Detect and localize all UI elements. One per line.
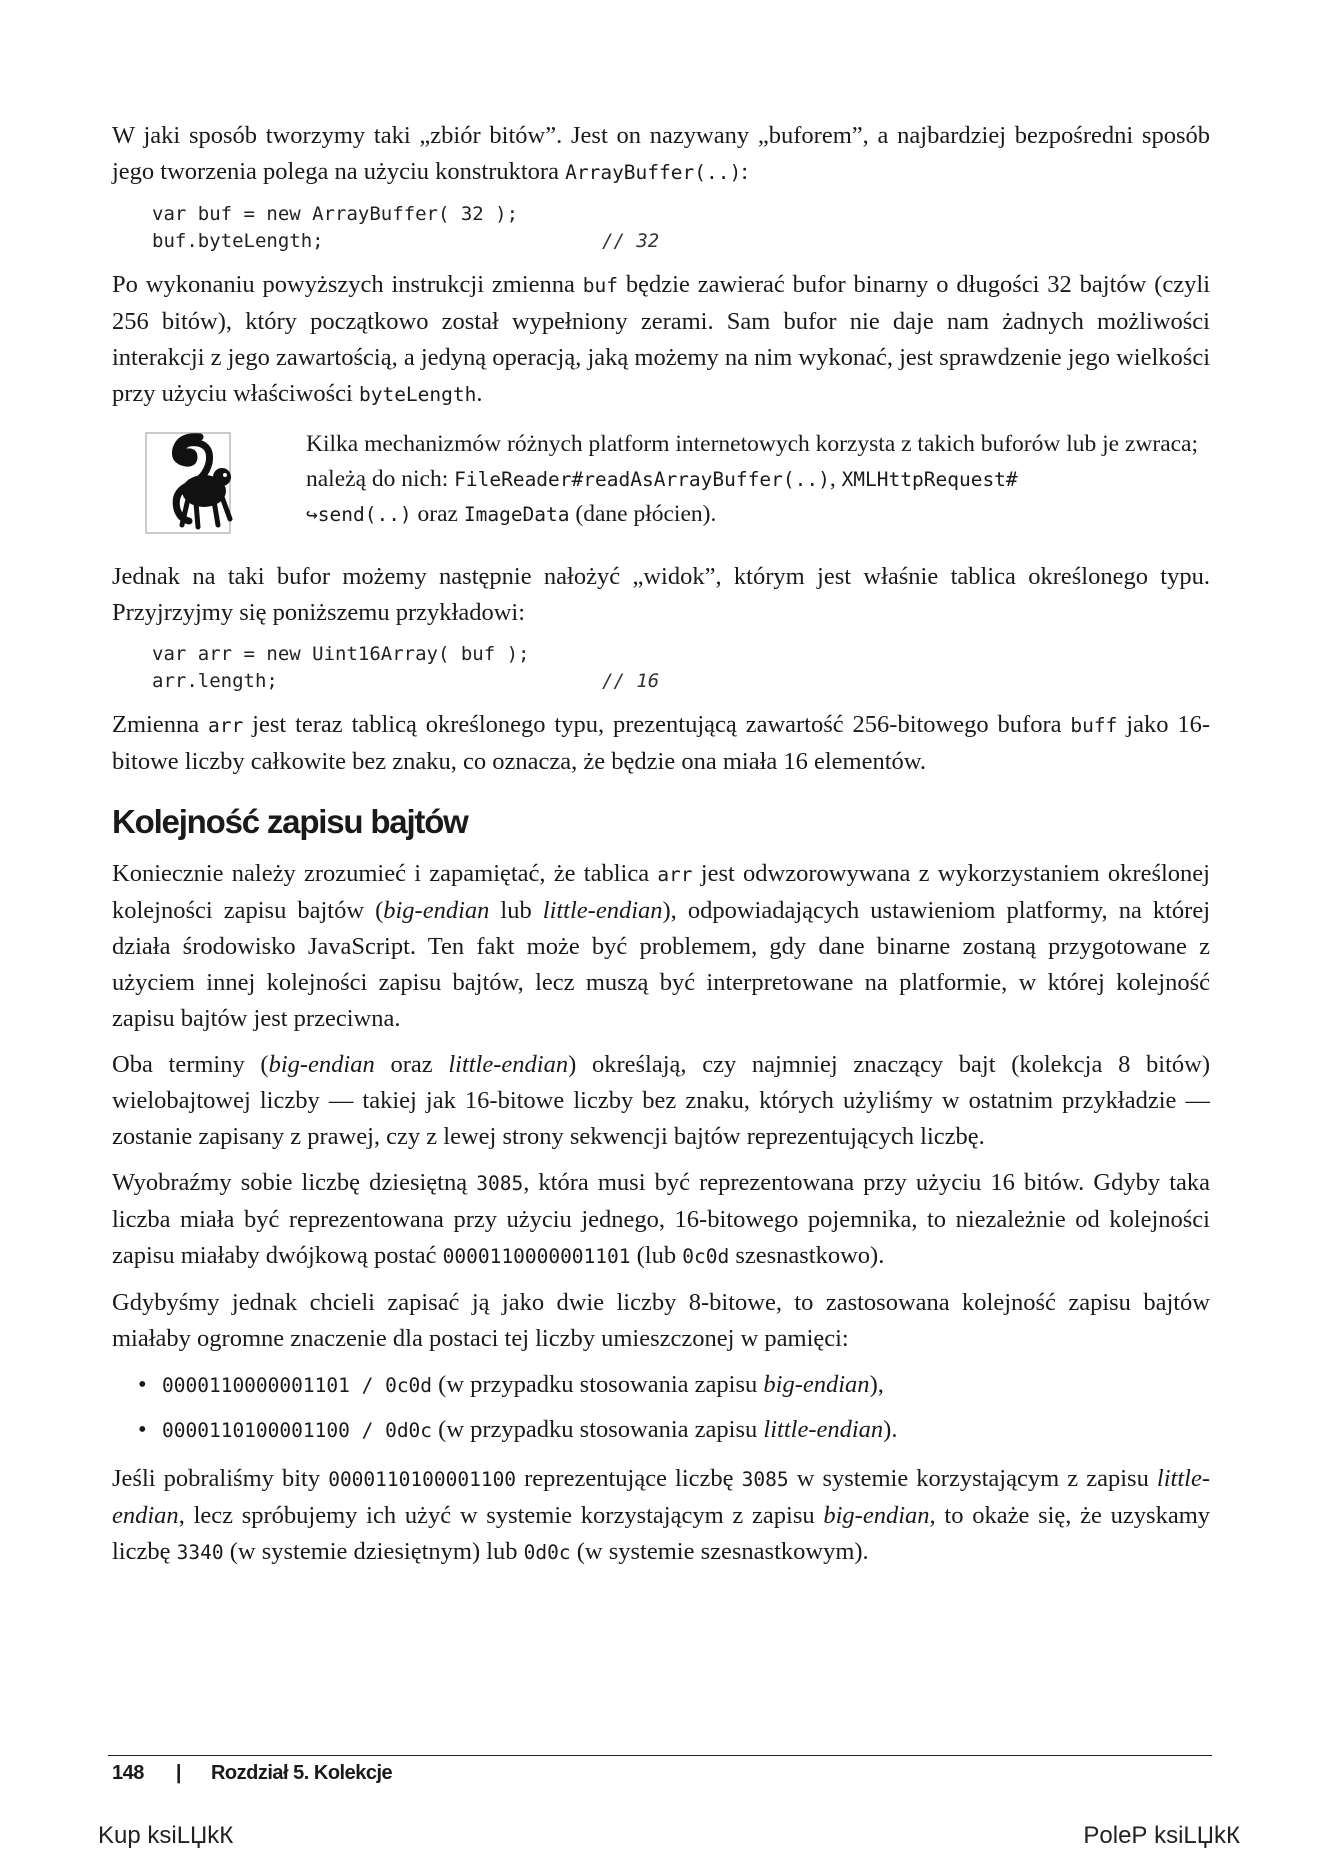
text: (w systemie szesnastkowym).: [570, 1538, 869, 1565]
paragraph-endianness: [112, 856, 1210, 1037]
text: oraz: [374, 1051, 449, 1078]
text: Oba terminy (: [112, 1051, 269, 1078]
section-heading: Kolejność zapisu bajtów: [112, 803, 468, 840]
code-line: [152, 641, 1210, 668]
text: , która musi być reprezentowana przy użyciu 16 bitów. Gdyby taka liczba miała być reprezentowana przy użyciu jednego, 16-bitowego pojemnika, to niezależnie od kolejności zapisu miałaby dwójkową postać: [112, 1169, 1210, 1269]
emphasis: big-endian: [823, 1502, 930, 1529]
text: .: [476, 380, 483, 407]
footer-separator: |: [175, 1762, 181, 1784]
text: ).: [883, 1416, 898, 1443]
inline-code: 0c0d: [385, 1374, 433, 1397]
text: Zmienna: [112, 711, 208, 738]
footer-divider: [108, 1755, 1212, 1756]
inline-code: ImageData: [463, 503, 570, 526]
inline-code: byteLength: [358, 383, 477, 406]
code-comment: // 16: [602, 670, 660, 692]
inline-code: 0d0c: [523, 1541, 571, 1564]
text: ) określają, czy najmniej znaczący bajt (kolekcja 8 bitów) wielobajtowej liczby — takiej jak 16-bitowe liczby bez znaku, których użyliśmy w ostatnim przykładzie — zostanie zapisany z prawej, czy z lewej strony sekwencji bajtów reprezentujących liczbę.: [112, 1051, 1210, 1150]
text: , lecz spróbujemy ich użyć w systemie korzystającym z zapisu: [178, 1502, 824, 1529]
code-comment: // 32: [602, 230, 660, 252]
bullet-icon: •: [138, 1416, 147, 1443]
inline-code: 0000110100001100: [162, 1419, 350, 1442]
chapter-title: Rozdział 5. Kolekcje: [210, 1762, 393, 1784]
text: jest odwzorowywana z wykorzystaniem określonej kolejności zapisu bajtów (: [112, 860, 1210, 924]
line-continuation-icon: ↪: [306, 503, 318, 526]
inline-code: buff: [1070, 714, 1118, 737]
emphasis: little-endian: [112, 1465, 1210, 1529]
code-statement: buf.byteLength;: [152, 230, 324, 252]
inline-code: 3085: [741, 1468, 789, 1491]
text: :: [741, 158, 749, 185]
code-statement: arr.length;: [152, 670, 278, 692]
code-block-arraybuffer: [152, 201, 1210, 255]
text: (lub: [630, 1242, 683, 1269]
page-content: [112, 118, 1210, 1581]
emphasis: little-endian: [448, 1051, 569, 1078]
inline-code: arr: [208, 714, 244, 737]
note-callout: [112, 427, 1210, 537]
emphasis: big-endian: [383, 897, 490, 924]
text: szesnastkowo).: [729, 1242, 885, 1269]
inline-code: 0000110100001100: [328, 1468, 517, 1491]
inline-code: 3340: [176, 1541, 224, 1564]
text: , to okaże się, że uzyskamy liczbę: [112, 1502, 1210, 1565]
emphasis: big-endian: [763, 1371, 870, 1398]
text: w systemie korzystającym z zapisu: [788, 1465, 1157, 1492]
emphasis: little-endian: [763, 1416, 884, 1443]
code-line: [152, 201, 1210, 228]
text: jest teraz tablicą określonego typu, prezentującą zawartość 256-bitowego bufora: [243, 711, 1071, 738]
text: Koniecznie należy zrozumieć i zapamiętać, że tablica: [112, 860, 658, 887]
inline-code: ArrayBuffer(..): [565, 161, 742, 184]
list-item: [138, 1367, 1210, 1404]
code-line: [152, 228, 1210, 255]
buy-book-link[interactable]: Kup ksiLЏkК: [98, 1822, 234, 1849]
inline-code: /: [349, 1419, 386, 1442]
inline-code: 0000110000001101: [162, 1374, 350, 1397]
text: ,: [829, 466, 842, 492]
text: (w przypadku stosowania zapisu: [432, 1371, 764, 1398]
inline-code: /: [349, 1374, 386, 1397]
code-line: [152, 668, 1210, 695]
inline-code: buf: [582, 274, 619, 297]
recommend-book-link[interactable]: PoleР ksiLЏkК: [1083, 1822, 1240, 1849]
bullet-list: [112, 1367, 1210, 1449]
text: ), odpowiadających ustawieniom platformy, na której działa środowisko JavaScript. Ten fakt może być problemem, gdy dane binarne zostaną przygotowane z użyciem innej kolejności zapisu bajtów, lecz muszą być interpretowane na platformie, w której kolejność zapisu bajtów jest przeciwna.: [112, 897, 1210, 1032]
lemur-icon: [138, 427, 258, 537]
text: Kilka mechanizmów różnych platform internetowych korzysta z takich buforów lub je zwraca; należą do nich:: [306, 431, 1199, 492]
list-item: [138, 1412, 1210, 1449]
text: W jaki sposób tworzymy taki „zbiór bitów”. Jest on nazywany „buforem”, a najbardziej bezpośredni sposób jego tworzenia polega na użyciu konstruktora: [112, 122, 1210, 185]
text: lub: [489, 897, 543, 924]
code-statement: var buf = new ArrayBuffer( 32 );: [152, 203, 519, 225]
inline-code: XMLHttpRequest#: [841, 468, 1018, 491]
text: ),: [869, 1371, 884, 1398]
paragraph-terms: [112, 1047, 1210, 1155]
inline-code: send(..): [317, 503, 412, 526]
paragraph-view: Jednak na taki bufor możemy następnie nałożyć „widok”, którym jest właśnie tablica określonego typu. Przyjrzyjmy się poniższemu przykładowi:: [112, 563, 1210, 626]
note-text: [306, 427, 1206, 537]
page-footer: [112, 1762, 392, 1785]
paragraph-example-number: [112, 1165, 1210, 1275]
code-block-uint16array: [152, 641, 1210, 695]
page-number: 148: [112, 1762, 144, 1784]
code-statement: var arr = new Uint16Array( buf );: [152, 643, 530, 665]
text: (w przypadku stosowania zapisu: [432, 1416, 764, 1443]
text: reprezentujące liczbę: [516, 1465, 742, 1492]
bullet-icon: •: [138, 1371, 147, 1398]
emphasis: big-endian: [268, 1051, 375, 1078]
inline-code: 0d0c: [385, 1419, 433, 1442]
text: Wyobraźmy sobie liczbę dziesiętną: [112, 1169, 477, 1196]
paragraph-intro: [112, 118, 1210, 191]
emphasis: little-endian: [542, 897, 663, 924]
text: Jeśli pobraliśmy bity: [112, 1465, 329, 1492]
paragraph-two-bytes: Gdybyśmy jednak chcieli zapisać ją jako dwie liczby 8-bitowe, to zastosowana kolejność zapisu bajtów miałaby ogromne znaczenie dla postaci tej liczby umieszczonej w pamięci:: [112, 1289, 1210, 1352]
paragraph-arr-description: [112, 707, 1210, 780]
text: (w systemie dziesiętnym) lub: [223, 1538, 524, 1565]
text: oraz: [411, 501, 464, 527]
inline-code: 0c0d: [682, 1245, 730, 1268]
text: Po wykonaniu powyższych instrukcji zmienna: [112, 271, 583, 298]
paragraph-buffer-description: [112, 267, 1210, 413]
text: jako 16-bitowe liczby całkowite bez znaku, co oznacza, że będzie ona miała 16 elementów.: [112, 711, 1211, 775]
inline-code: 0000110000001101: [442, 1245, 631, 1268]
text: (dane płócien).: [569, 501, 717, 527]
inline-code: FileReader#readAsArrayBuffer(..): [454, 468, 830, 491]
paragraph-conclusion: [112, 1461, 1210, 1571]
inline-code: arr: [657, 863, 693, 886]
inline-code: 3085: [476, 1172, 524, 1195]
text: będzie zawierać bufor binarny o długości 32 bajtów (czyli 256 bitów), który początkowo został wypełniony zerami. Sam bufor nie daje nam żadnych możliwości interakcji z jego zawartością, a jedyną operacją, jaką możemy na nim wykonać, jest sprawdzenie jego wielkości przy użyciu właściwości: [112, 271, 1211, 407]
